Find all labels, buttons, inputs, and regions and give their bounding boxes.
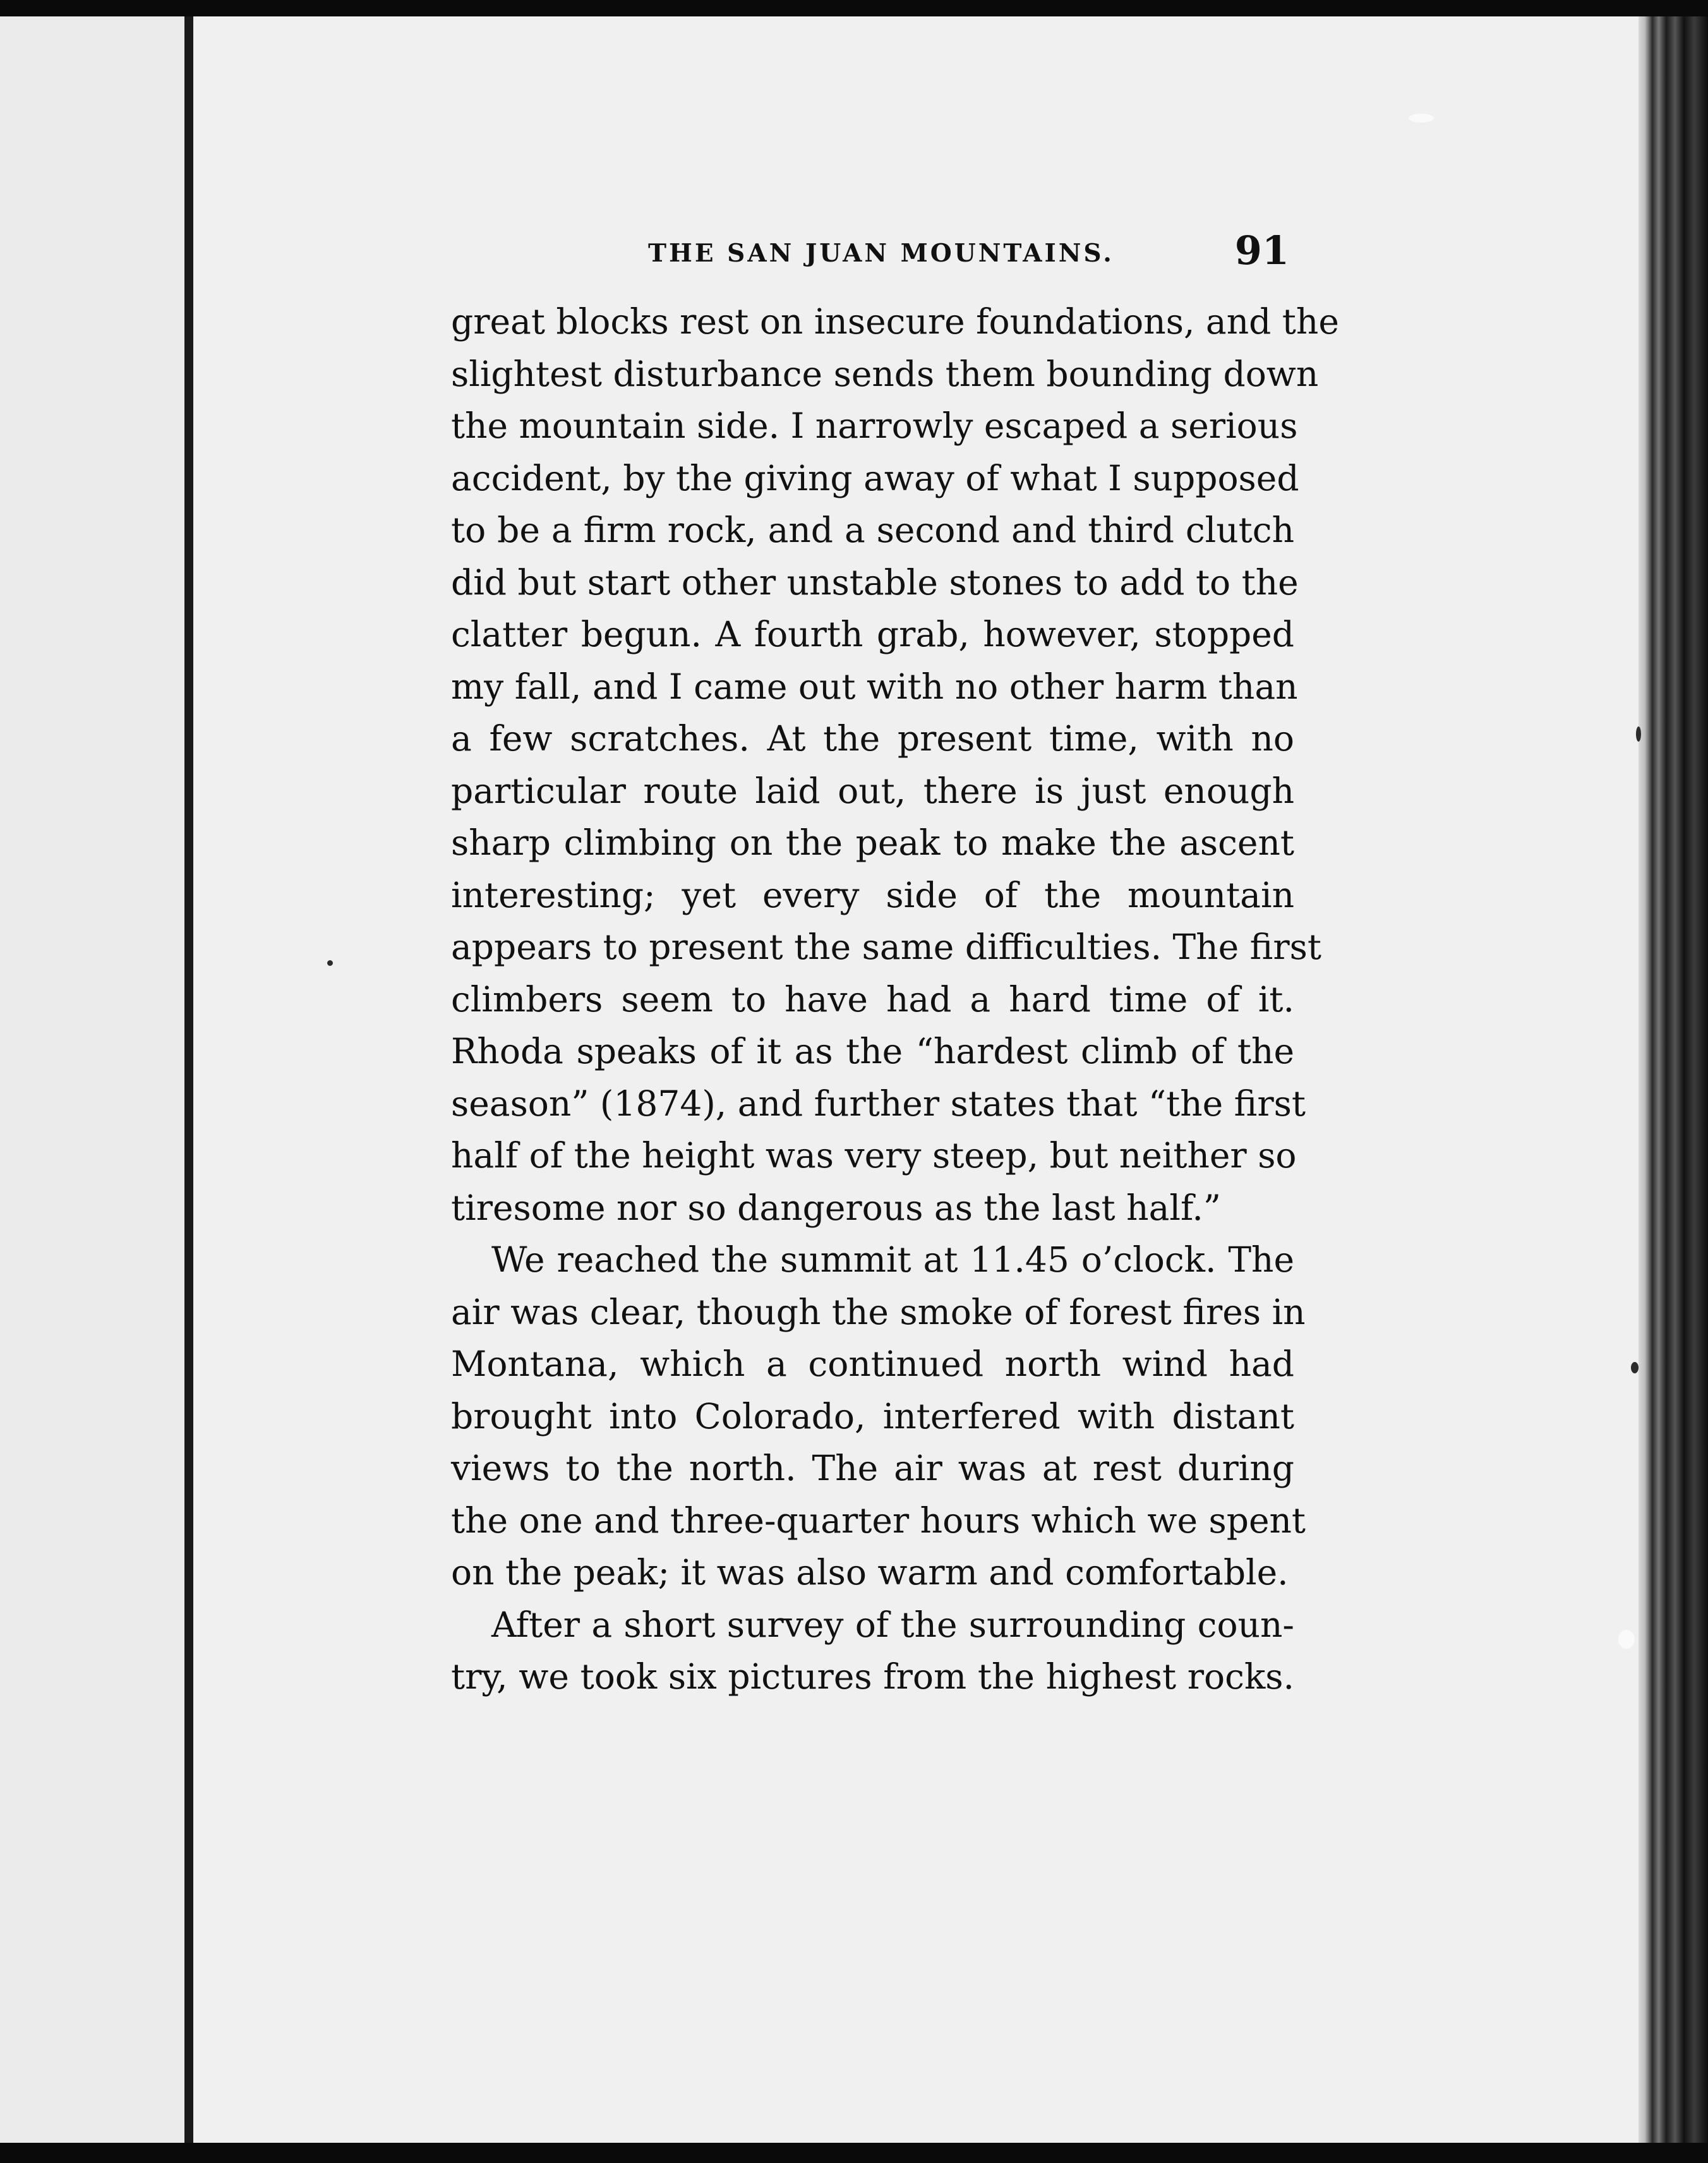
text-line: did but start other unstable stones to add to the [451,562,1299,603]
text-line: Rhoda speaks of it as the “hardest climb of the [451,1031,1294,1071]
text-line: my fall, and I came out with no other harm than [451,666,1298,707]
text-line: try, we took six pictures from the highest rocks. [451,1656,1294,1697]
text-line: a few scratches. At the present time, with no [451,718,1294,759]
book-gutter [184,16,193,2143]
scan-speck [1631,1362,1639,1373]
text-line: air was clear, though the smoke of forest fires in [451,1291,1306,1332]
text-line: climbers seem to have had a hard time of it. [451,979,1294,1020]
scan-top-border [0,0,1708,16]
scan-speck [1618,1630,1635,1649]
text-line: great blocks rest on insecure foundations, and the [451,301,1339,342]
text-line: We reached the summit at 11.45 o’clock. The [491,1239,1294,1280]
text-line: sharp climbing on the peak to make the ascent [451,822,1294,863]
text-line: to be a firm rock, and a second and third clutch [451,510,1294,550]
text-line: Montana, which a continued north wind had [451,1344,1294,1384]
running-title: THE SAN JUAN MOUNTAINS. [648,239,1114,268]
text-line: accident, by the giving away of what I supposed [451,457,1299,498]
text-line: the mountain side. I narrowly escaped a serious [451,406,1298,446]
text-line: slightest disturbance sends them bounding down [451,353,1319,394]
text-line: season” (1874), and further states that “the first [451,1083,1306,1124]
scan-speck [1636,726,1641,742]
page-number: 91 [1234,227,1289,274]
text-line: tiresome nor so dangerous as the last half.” [451,1187,1221,1228]
text-line: the one and three-quarter hours which we spent [451,1500,1306,1541]
text-line: brought into Colorado, interfered with distant [451,1395,1294,1437]
text-line: appears to present the same difficulties. The first [451,927,1321,967]
text-line: views to the north. The air was at rest during [451,1448,1294,1488]
page-header [451,227,1294,272]
text-line: half of the height was very steep, but neither so [451,1135,1297,1176]
text-line: After a short survey of the surrounding coun- [491,1604,1294,1645]
scan-speck [327,960,333,966]
text-line: clatter begun. A fourth grab, however, stopped [451,614,1294,654]
text-line: on the peak; it was also warm and comfortable. [451,1552,1289,1593]
page-edge-stack [1639,16,1708,2143]
scan-speck [1409,114,1434,123]
scan-bottom-border [0,2143,1708,2163]
text-line: interesting; yet every side of the mountain [451,874,1294,915]
text-line: particular route laid out, there is just enough [451,770,1294,811]
body-text [451,296,1339,1703]
facing-page-edge [0,16,184,2143]
